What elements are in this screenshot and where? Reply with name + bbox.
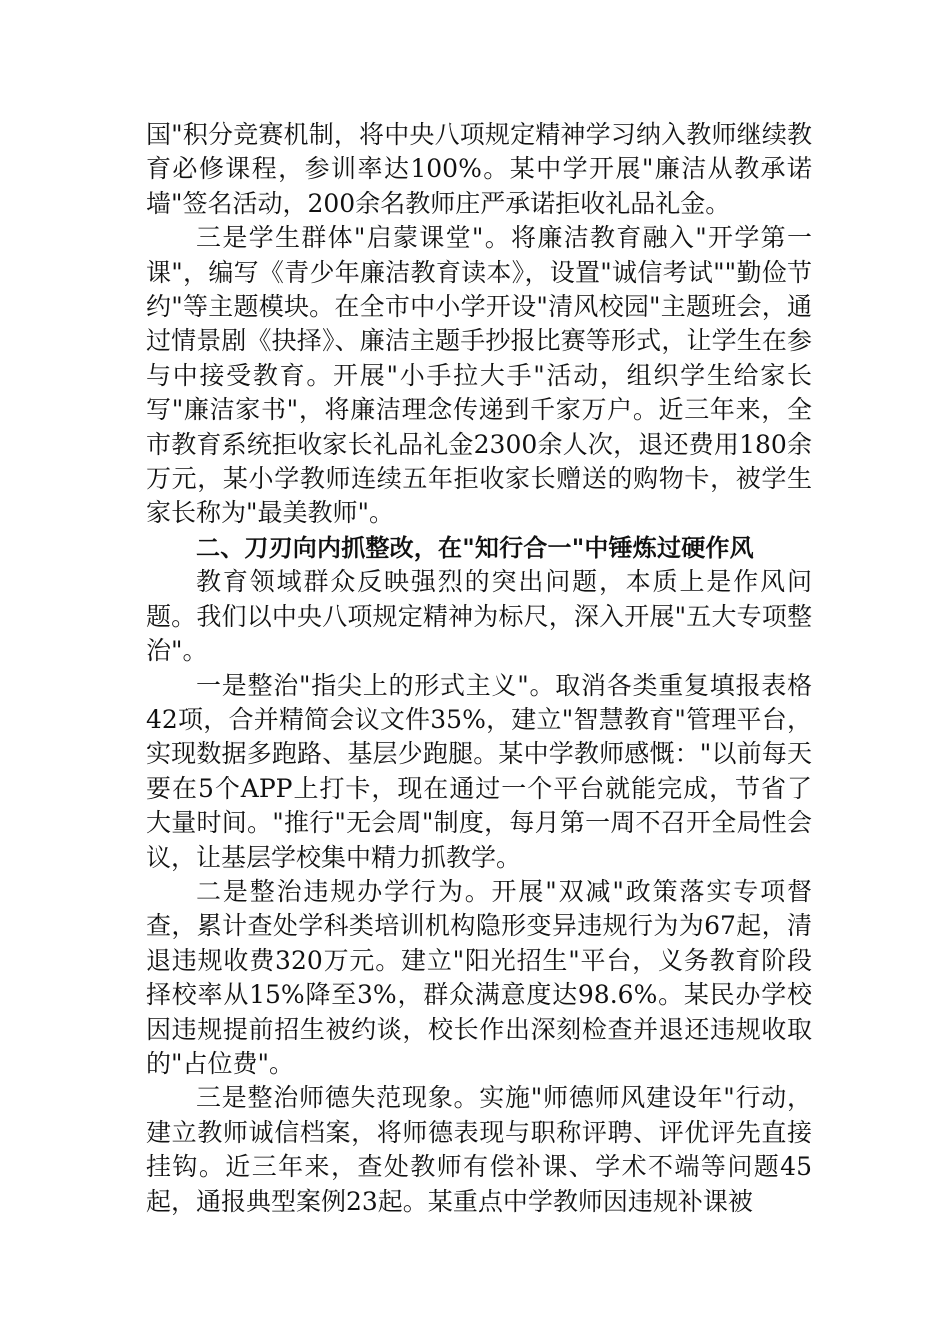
- section-heading-2: 二、刀刃向内抓整改，在"知行合一"中锤炼过硬作风: [196, 533, 754, 562]
- paragraph-student-group: 三是学生群体"启蒙课堂"。将廉洁教育融入"开学第一课"，编写《青少年廉洁教育读本》，设置"诚信考试""勤俭节约"等主题模块。在全市中小学开设"清风校园"主题班会，通过情景剧《抉择》、廉洁主题手抄报比赛等形式，让学生在参与中接受教育。开展"小手拉大手"活动，组织学生给家长写"廉洁家书"，将廉洁理念传递到千家万户。近三年来，全市教育系统拒收家长礼品礼金2300余人次，退还费用180余万元，某小学教师连续五年拒收家长赠送的购物卡，被学生家长称为"最美教师"。: [146, 223, 812, 528]
- paragraph-intro-rectification: 教育领域群众反映强烈的突出问题，本质上是作风问题。我们以中央八项规定精神为标尺，深入开展"五大专项整治"。: [146, 567, 812, 666]
- paragraph-school-running: 二是整治违规办学行为。开展"双减"政策落实专项督查，累计查处学科类培训机构隐形变异违规行为为67起，清退违规收费320万元。建立"阳光招生"平台，义务教育阶段择校率从15%降至3%，群众满意度达98.6%。某民办学校因违规提前招生被约谈，校长作出深刻检查并退还违规收取的"占位费"。: [146, 876, 812, 1078]
- paragraph-formalism: 一是整治"指尖上的形式主义"。取消各类重复填报表格42项，合并精简会议文件35%，建立"智慧教育"管理平台，实现数据多跑路、基层少跑腿。某中学教师感慨："以前每天要在5个APP上打卡，现在通过一个平台就能完成，节省了大量时间。"推行"无会周"制度，每月第一周不召开全局性会议，让基层学校集中精力抓教学。: [146, 670, 812, 872]
- paragraph-continued: 国"积分竞赛机制，将中央八项规定精神学习纳入教师继续教育必修课程，参训率达100%。某中学开展"廉洁从教承诺墙"签名活动，200余名教师庄严承诺拒收礼品礼金。: [146, 120, 812, 218]
- paragraph-teacher-ethics: 三是整治师德失范现象。实施"师德师风建设年"行动，建立教师诚信档案，将师德表现与职称评聘、评优评先直接挂钩。近三年来，查处教师有偿补课、学术不端等问题45起，通报典型案例23起。某重点中学教师因违规补课被: [146, 1083, 812, 1216]
- document-body: [146, 118, 812, 1219]
